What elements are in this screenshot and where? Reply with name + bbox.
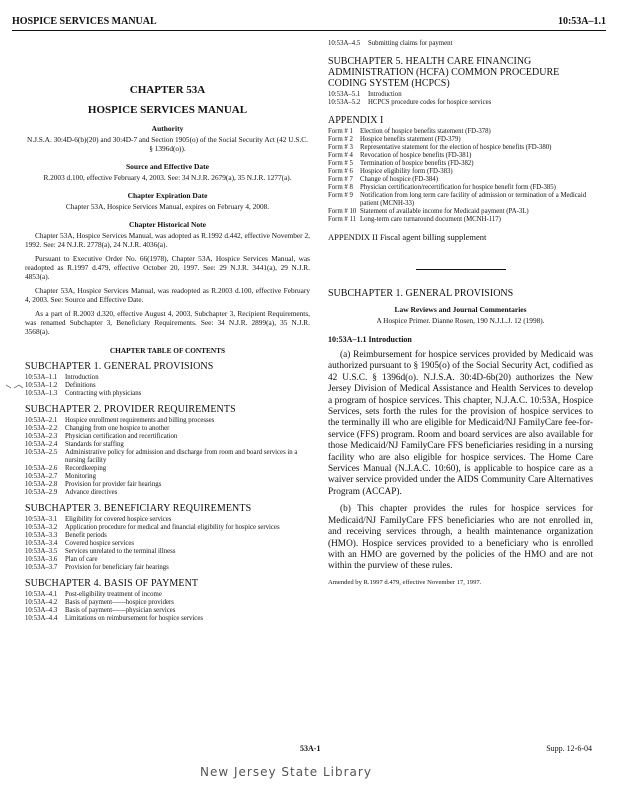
toc-entry: 10:53A–2.8 Provision for provider fair hearings (25, 481, 162, 488)
authority-text: N.J.S.A. 30:4D-6(b)(20) and 30:4D-7 and Section 1905(o) of the Social Security Act (42 U.S.C. § 1396d(o)). (27, 135, 308, 153)
toc-entry: 10:53A–4.5 Submitting claims for payment (328, 40, 453, 47)
history-paragraph: Chapter 53A, Hospice Services Manual, was adopted as R.1992 d.442, effective November 2, 1992. See: 24 N.J.R. 2778(a), 24 N.J.R. 4036(a). (25, 231, 310, 249)
toc-subchapter-title: SUBCHAPTER 1. GENERAL PROVISIONS (25, 361, 214, 372)
table-of-contents (25, 361, 310, 623)
law-reviews-text: A Hospice Primer. Dianne Rosen, 190 N.J.L.J. 12 (1998). (376, 316, 545, 325)
subchapter-1-title: SUBCHAPTER 1. GENERAL PROVISIONS (328, 288, 514, 299)
amendment-note: Amended by R.1997 d.479, effective November 17, 1997. (328, 578, 482, 586)
form-entry: Form # 4 Revocation of hospice benefits (FD-381) (328, 152, 472, 159)
toc-entry: 10:53A–3.5 Services unrelated to the terminal illness (25, 548, 176, 555)
library-stamp: New Jersey State Library (200, 765, 372, 779)
expiration-heading: Chapter Expiration Date (127, 191, 208, 200)
law-reviews-heading: Law Reviews and Journal Commentaries (394, 305, 527, 314)
appendix-2-title: APPENDIX II Fiscal agent billing supplement (328, 232, 487, 242)
toc-entry: 10:53A–2.1 Hospice enrollment requirements and billing processes (25, 417, 215, 424)
expiration-text: Chapter 53A, Hospice Services Manual, expires on February 4, 2008. (65, 202, 270, 211)
toc-entry: 10:53A–4.2 Basis of payment——hospice providers (25, 599, 174, 606)
history-paragraph: As a part of R.2003 d.320, effective August 4, 2003, Subchapter 3, Recipient Requirements, was renamed Subchapter 3, Beneficiary Requirements. See: 34 N.J.R. 2899(a), 35 N.J.R. 3568(a). (25, 309, 310, 336)
body-paragraph-b: (b) This chapter provides the rules for hospice services for Medicaid/NJ FamilyCare FFS beneficiaries who are not enrolled in, and receiving services through, a health maintenance organization (HMO). Hospice services provided to a beneficiary who is enrolled with an HMO are governed by the policies of the HMO and are not within the purview of these rules. (328, 504, 593, 572)
toc-entry: 10:53A–4.1 Post-eligibility treatment of income (25, 591, 162, 598)
toc-entry: 10:53A–3.2 Application procedure for medical and financial eligibility for hospice services (25, 524, 280, 531)
toc-subchapter-title: SUBCHAPTER 4. BASIS OF PAYMENT (25, 578, 199, 589)
header-title: HOSPICE SERVICES MANUAL (12, 16, 157, 27)
body-paragraph-a: (a) Reimbursement for hospice services provided by Medicaid was authorized pursuant to § 1905(o) of the Social Security Act, codified as 42 U.S.C. § 1396d(o). N.J.S.A. 30:4D-6b(20) authorizes the New Jersey Division of Medical Assistance and Health Services to develop a program of hospice services. This chapter, N.J.A.C. 10:53A, Hospice Services, sets forth the rules for the provision of hospice services to the terminally ill who are eligible for Medicaid/NJ FamilyCare fee-for-service (FFS) program. Room and board services are also available for those Medicaid/NJ FamilyCare FFS beneficiaries residing in a nursing facility who are also eligible for hospice services. The Home Care Services Manual (N.J.A.C. 10:60), is applicable to hospice care as a waiver service provided under the AIDS Community Care Alternatives Program (ACCAP). (328, 350, 593, 497)
left-column (25, 40, 310, 623)
supplement-date: Supp. 12-6-04 (546, 744, 592, 753)
form-entry: Form # 1 Election of hospice benefits statement (FD-378) (328, 128, 491, 135)
toc-entry: 10:53A–1.1 Introduction (25, 374, 99, 381)
subchapter-5-entries (328, 91, 593, 107)
toc-entry: 10:53A–3.1 Eligibility for covered hospice services (25, 516, 172, 523)
chapter-number: CHAPTER 53A (129, 84, 206, 96)
toc-entry: 10:53A–2.6 Recordkeeping (25, 465, 107, 472)
toc-entry: 10:53A–4.4 Limitations on reimbursement for hospice services (25, 615, 203, 622)
chapter-title: HOSPICE SERVICES MANUAL (87, 104, 248, 116)
running-header (12, 14, 606, 31)
toc-entry: 10:53A–2.2 Changing from one hospice to another (25, 425, 170, 432)
authority-heading: Authority (151, 124, 184, 133)
toc-entry: 10:53A–2.5 Administrative policy for admission and discharge from room and board services in a nursing facility (25, 449, 298, 464)
toc-entry: 10:53A–2.9 Advance directives (25, 489, 118, 496)
section-heading: 10:53A–1.1 Introduction (328, 335, 412, 344)
toc-entry: 10:53A–4.3 Basis of payment——physician services (25, 607, 176, 614)
form-entry: Form # 10 Statement of available income for Medicaid payment (PA-3L) (328, 208, 529, 215)
form-entry: Form # 5 Termination of hospice benefits (FD-382) (328, 160, 474, 167)
toc-subchapter-title: SUBCHAPTER 2. PROVIDER REQUIREMENTS (25, 404, 236, 415)
toc-entry: 10:53A–3.7 Provision for beneficiary fair hearings (25, 564, 169, 571)
toc-entry: 10:53A–5.2 HCPCS procedure codes for hospice services (328, 99, 492, 106)
appendix-1-title: APPENDIX I (328, 115, 384, 126)
history-heading: Chapter Historical Note (129, 220, 206, 229)
history-notes (25, 231, 310, 336)
section-divider (416, 269, 506, 270)
toc-subchapter-title: SUBCHAPTER 3. BENEFICIARY REQUIREMENTS (25, 503, 252, 514)
toc-entry: 10:53A–3.3 Benefit periods (25, 532, 107, 539)
form-entry: Form # 9 Notification from long term care facility of admission or termination of a Medicaid patient (MCNH-33) (328, 192, 587, 207)
toc-entry: 10:53A–3.4 Covered hospice services (25, 540, 135, 547)
form-entry: Form # 11 Long-term care turnaround document (MCNH-117) (328, 216, 501, 223)
history-paragraph: Chapter 53A, Hospice Services Manual, was readopted as R.2003 d.100, effective February 4, 2003. See: Source and Effective Date. (25, 286, 310, 304)
toc-entry: 10:53A–2.4 Standards for staffing (25, 441, 124, 448)
toc-entry: 10:53A–2.3 Physician certification and recertification (25, 433, 178, 440)
toc-heading: CHAPTER TABLE OF CONTENTS (109, 346, 226, 355)
toc-entry: 10:53A–1.2 Definitions (25, 382, 96, 389)
margin-mark (5, 382, 25, 392)
form-entry: Form # 3 Representative statement for the election of hospice benefits (FD-380) (328, 144, 552, 151)
source-text: R.2003 d.100, effective February 4, 2003. See: 34 N.J.R. 2679(a), 35 N.J.R. 1277(a). (43, 173, 292, 182)
subchapter-5-title: SUBCHAPTER 5. HEALTH CARE FINANCING ADMINISTRATION (HCFA) COMMON PROCEDURE CODING SYSTEM (HCPCS) (328, 56, 560, 89)
forms-list (328, 128, 593, 224)
toc-entry: 10:53A–3.6 Plan of care (25, 556, 98, 563)
form-entry: Form # 7 Change of hospice (FD-384) (328, 176, 438, 183)
source-heading: Source and Effective Date (126, 162, 209, 171)
history-paragraph: Pursuant to Executive Order No. 66(1978), Chapter 53A, Hospice Services Manual, was readopted as R.1997 d.479, effective October 20, 1997. See: 29 N.J.R. 3441(a), 29 N.J.R. 4853(a). (25, 254, 310, 281)
form-entry: Form # 6 Hospice eligibility form (FD-383) (328, 168, 453, 175)
header-section-number: 10:53A–1.1 (557, 16, 606, 27)
form-entry: Form # 2 Hospice benefits statement (FD-379) (328, 136, 461, 143)
toc-entry: 10:53A–5.1 Introduction (328, 91, 402, 98)
toc-entry: 10:53A–2.7 Monitoring (25, 473, 96, 480)
form-entry: Form # 8 Physician certification/recertification for hospice benefit form (FD-385) (328, 184, 556, 191)
right-column (328, 40, 593, 586)
toc-entry: 10:53A–1.3 Contracting with physicians (25, 390, 142, 397)
page-number: 53A-1 (300, 744, 321, 753)
